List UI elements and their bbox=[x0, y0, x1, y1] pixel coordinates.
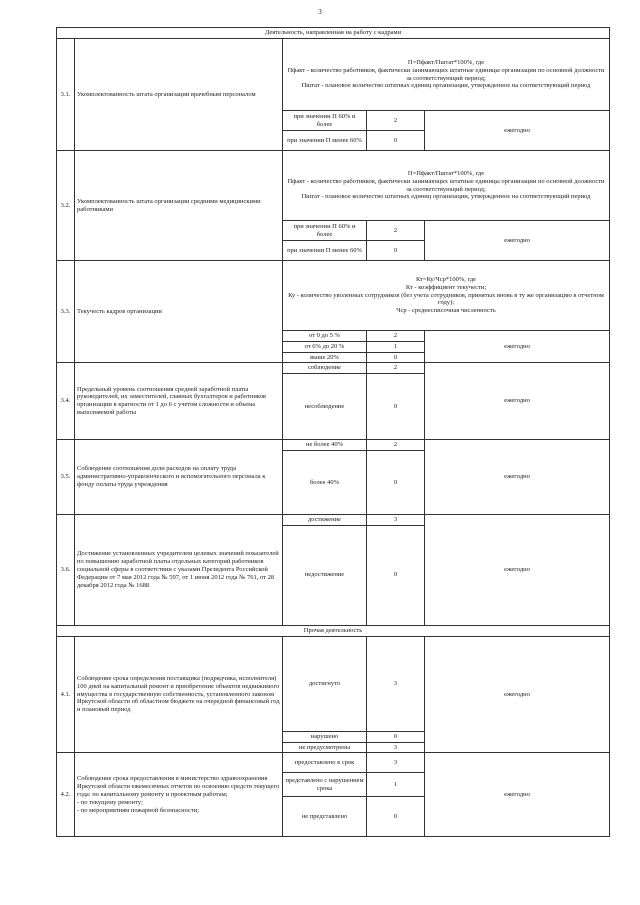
condition-cell: от 6% до 20 % bbox=[283, 341, 367, 352]
score-cell: 2 bbox=[367, 331, 425, 342]
score-cell: 3 bbox=[367, 742, 425, 753]
condition-cell: достижение bbox=[283, 514, 367, 525]
row-number: 3.6. bbox=[57, 514, 75, 625]
row-number: 3.2. bbox=[57, 151, 75, 261]
row-number: 3.5. bbox=[57, 440, 75, 515]
criterion-label: Укомплектованность штата организации средними медицинскими работниками bbox=[75, 151, 283, 261]
criteria-table bbox=[56, 27, 610, 837]
formula-line: Пштат - плановое количество штатных единиц организации, утвержденное на соответствующий период bbox=[301, 193, 591, 201]
condition-cell: недостижение bbox=[283, 525, 367, 625]
criterion-line: - по текущему ремонту; bbox=[77, 798, 143, 806]
condition-cell: соблюдение bbox=[283, 363, 367, 374]
period-cell: ежегодно bbox=[425, 363, 610, 440]
condition-cell: при значении П 60% и более bbox=[283, 111, 367, 131]
period-cell: ежегодно bbox=[425, 331, 610, 363]
score-cell: 3 bbox=[367, 514, 425, 525]
score-cell: 0 bbox=[367, 374, 425, 440]
period-cell: ежегодно bbox=[425, 111, 610, 151]
criterion-label bbox=[75, 753, 283, 837]
criterion-line: Соблюдение срока предоставления в министерство здравоохранения Иркутской области ежемесячных отчетов по освоению средств текущего года: по капитальному ремонту и проектным работам; bbox=[77, 775, 280, 798]
criterion-label: Текучесть кадров организации bbox=[75, 261, 283, 363]
condition-cell: нарушено bbox=[283, 731, 367, 742]
score-cell: 0 bbox=[367, 131, 425, 151]
condition-cell: от 0 до 5 % bbox=[283, 331, 367, 342]
condition-cell: представлено с нарушением срока bbox=[283, 773, 367, 797]
condition-cell: не более 40% bbox=[283, 440, 367, 451]
condition-cell: выше 20% bbox=[283, 352, 367, 363]
formula-line: Пфакт - количество работников, фактически занимающих штатные единицы организации по основной должности за соответствующий период; bbox=[287, 66, 605, 82]
row-number: 4.2. bbox=[57, 753, 75, 837]
score-cell: 0 bbox=[367, 797, 425, 837]
period-cell: ежегодно bbox=[425, 636, 610, 753]
condition-cell: предоставлено в срок bbox=[283, 753, 367, 773]
score-cell: 2 bbox=[367, 363, 425, 374]
formula-line: Чср - среднесписочная численность bbox=[396, 307, 496, 315]
score-cell: 2 bbox=[367, 111, 425, 131]
formula-line: Кт - коэффициент текучести; bbox=[405, 283, 487, 291]
condition-cell: при значении П менее 60% bbox=[283, 131, 367, 151]
period-cell: ежегодно bbox=[425, 440, 610, 515]
period-cell: ежегодно bbox=[425, 221, 610, 261]
condition-cell: при значении П менее 60% bbox=[283, 241, 367, 261]
criterion-label: Соблюдение соотношения доли расходов на оплату труда административно-управленческого и вспомогательного персонала к фонду оплаты труда учреждения bbox=[75, 440, 283, 515]
row-number: 4.1. bbox=[57, 636, 75, 753]
formula-line: Ку - количество уволенных сотрудников (без учета сотрудников, принятых вновь в ту же организацию в отчетном году); bbox=[288, 291, 604, 307]
score-cell: 1 bbox=[367, 341, 425, 352]
condition-cell: несоблюдение bbox=[283, 374, 367, 440]
score-cell: 0 bbox=[367, 731, 425, 742]
score-cell: 0 bbox=[367, 450, 425, 514]
criterion-label: Достижение установленных учредителем целевых значений показателей по повышению заработной платы отдельных категорий работников социальной сферы в соответствии с указами Президента Российской Федерации от 7 мая 2012 года № 597, от 1 июня 2012 года № 761, от 28 декабря 2012 года № 1688 bbox=[75, 514, 283, 625]
criterion-line: - по мероприятиям пожарной безопасности; bbox=[77, 806, 200, 814]
score-cell: 2 bbox=[367, 221, 425, 241]
formula-line: П=Пфакт/Пштат*100%, где bbox=[407, 169, 485, 177]
condition-cell: не предусмотрены bbox=[283, 742, 367, 753]
row-number: 3.3. bbox=[57, 261, 75, 363]
period-cell: ежегодно bbox=[425, 514, 610, 625]
formula-cell bbox=[283, 39, 610, 111]
score-cell: 3 bbox=[367, 753, 425, 773]
score-cell: 1 bbox=[367, 773, 425, 797]
section-title-hr: Деятельность, направленная на работу с кадрами bbox=[57, 28, 610, 39]
formula-cell bbox=[283, 261, 610, 331]
score-cell: 0 bbox=[367, 241, 425, 261]
formula-line: П=Пфакт/Пштат*100%, где bbox=[407, 58, 485, 66]
score-cell: 2 bbox=[367, 440, 425, 451]
page-number: 3 bbox=[318, 8, 322, 16]
formula-line: Пштат - плановое количество штатных единиц организации, утвержденное на соответствующий период bbox=[301, 82, 591, 90]
formula-cell bbox=[283, 151, 610, 221]
row-number: 3.1. bbox=[57, 39, 75, 151]
condition-cell: при значении П 60% и более bbox=[283, 221, 367, 241]
score-cell: 0 bbox=[367, 525, 425, 625]
condition-cell: не представлено bbox=[283, 797, 367, 837]
condition-cell: достигнуто bbox=[283, 636, 367, 731]
section-title-other: Прочая деятельность bbox=[57, 625, 610, 636]
condition-cell: более 40% bbox=[283, 450, 367, 514]
formula-line: Пфакт - количество работников, фактически занимающих штатные единицы организации по основной должности за соответствующий период; bbox=[287, 177, 605, 193]
criterion-label: Укомплектованность штата организации врачебным персоналом bbox=[75, 39, 283, 151]
criterion-label: Предельный уровень соотношения средней заработной платы руководителей, их заместителей, главных бухгалтеров и работников организации в кратности от 1 до 6 с учетом сложности и объема выполняемой работы bbox=[75, 363, 283, 440]
criterion-label: Соблюдение срока определения поставщика (подрядчика, исполнителя) 100 дней на капитальный ремонт и приобретение объектов недвижимого имущества в государственную собственность, установленного законом Иркутской области об областном бюджете на очередной финансовый год и плановый период bbox=[75, 636, 283, 753]
period-cell: ежегодно bbox=[425, 753, 610, 837]
formula-line: Кт=Ку/Чср*100%, где bbox=[415, 276, 477, 283]
score-cell: 0 bbox=[367, 352, 425, 363]
row-number: 3.4. bbox=[57, 363, 75, 440]
score-cell: 3 bbox=[367, 636, 425, 731]
